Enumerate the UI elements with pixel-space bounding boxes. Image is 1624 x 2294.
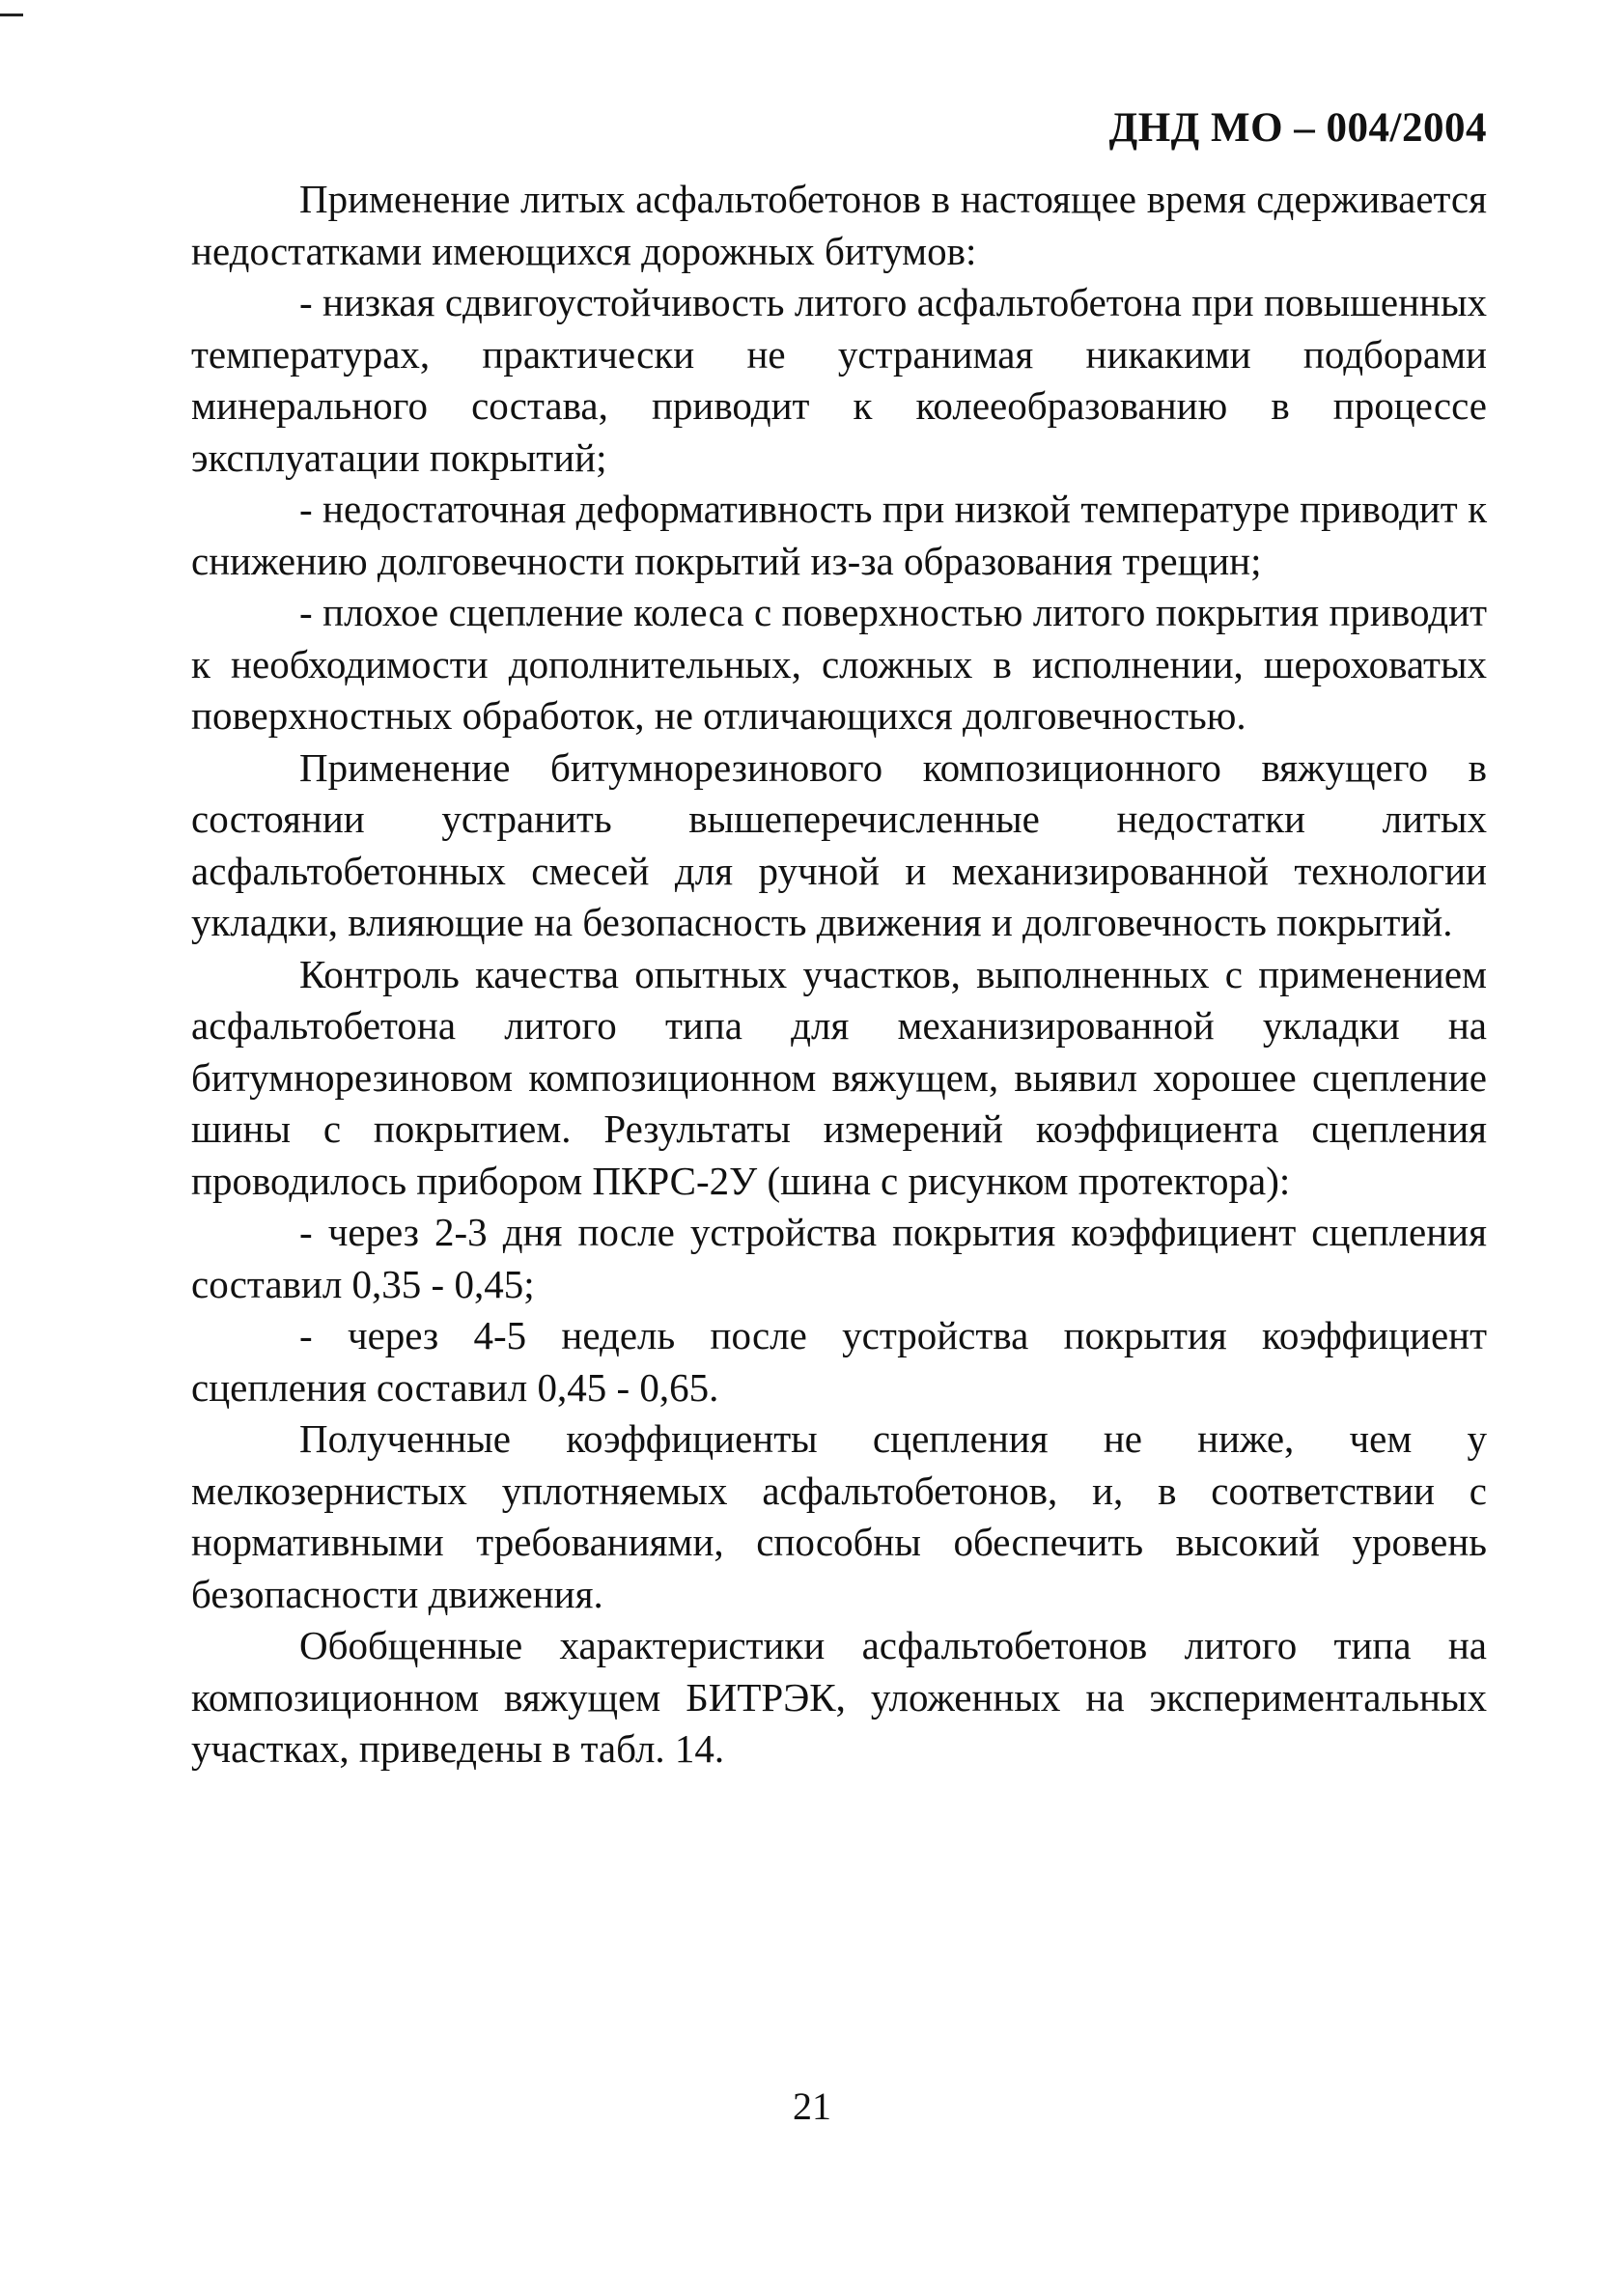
paragraph-quality-control: Контроль качества опытных участков, выполненных с применением асфальтобетона литого типа для механизированной укладки на битумнорезиновом композиционном вяжущем, выявил хорошее сцепление шины с покрытием. Результаты измерений коэффициента сцепления проводилось прибором ПКРС-2У (шина с рисунком протектора):	[191, 951, 1487, 1203]
paragraph-obtained-coefficients: Полученные коэффициенты сцепления не ниже, чем у мелкозернистых уплотняемых асфальтобетонов, и, в соответствии с нормативными требованиями, способны обеспечить высокий уровень безопасности движения.	[191, 1416, 1487, 1616]
paragraph-binder-application: Применение битумнорезинового композиционного вяжущего в состоянии устранить вышеперечисленные недостатки литых асфальтобетонных смесей для ручной и механизированной технологии укладки, влияющие на безопасность движения и долговечность покрытий.	[191, 744, 1487, 944]
list-item-2-3-days: - через 2-3 дня после устройства покрытия коэффициент сцепления составил 0,35 - 0,45;	[191, 1210, 1487, 1306]
page-number: 21	[793, 2084, 831, 2128]
list-item-4-5-weeks: - через 4-5 недель после устройства покрытия коэффициент сцепления составил 0,45 - 0,65.	[191, 1313, 1487, 1410]
list-item-shear-stability: - низкая сдвигоустойчивость литого асфальтобетона при повышенных температурах, практически не устранимая никакими подборами минерального состава, приводит к колееобразованию в процессе эксплуатации покрытий;	[191, 280, 1487, 480]
list-item-wheel-adhesion: - плохое сцепление колеса с поверхностью литого покрытия приводит к необходимости дополнительных, сложных в исполнении, шероховатых поверхностных обработок, не отличающихся долговечностью.	[191, 590, 1487, 738]
paragraph-intro: Применение литых асфальтобетонов в настоящее время сдерживается недостатками имеющихся дорожных битумов:	[191, 177, 1487, 273]
scan-edge-mark	[0, 14, 23, 16]
paragraph-summary-table-ref: Обобщенные характеристики асфальтобетонов литого типа на композиционном вяжущем БИТРЭК, уложенных на экспериментальных участках, приведены в табл. 14.	[191, 1623, 1487, 1771]
list-item-deformability: - недостаточная деформативность при низкой температуре приводит к снижению долговечности покрытий из-за образования трещин;	[191, 487, 1487, 583]
page-body	[191, 174, 1487, 1776]
document-code: ДНД МО – 004/2004	[1108, 105, 1487, 151]
